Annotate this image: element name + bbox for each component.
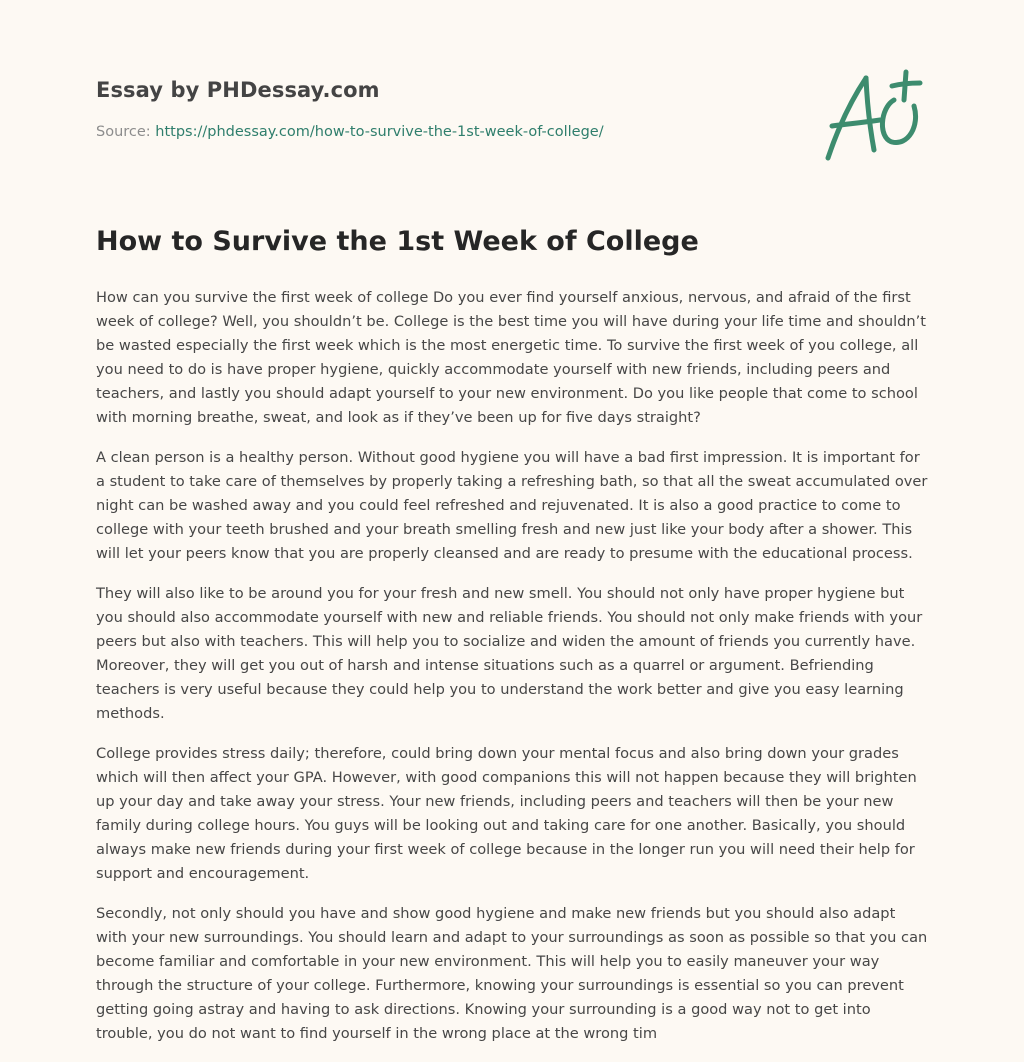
source-label: Source: [96, 124, 156, 140]
essay-paragraph: A clean person is a healthy person. Without good hygiene you will have a bad first impression. It is important for a student to take care of themselves by properly taking a refreshing bath, so that all the sweat accumulated over night can be washed away and you could feel refreshed and rejuvenated. It is also a good practice to come to college with your teeth brushed and your breath smelling fresh and new just like your body after a shower. This will let your peers know that you are properly cleansed and are ready to presume with the educational process. [96, 449, 928, 562]
source-line [96, 124, 604, 140]
essay-paragraph: They will also like to be around you for your fresh and new smell. You should not only have proper hygiene but you should also accommodate yourself with new and reliable friends. You should not only make friends with your peers but also with teachers. This will help you to socialize and widen the amount of friends you currently have. Moreover, they will get you out of harsh and intense situations such as a quarrel or argument. Befriending teachers is very useful because they could help you to understand the work better and give you easy learning methods. [96, 585, 923, 722]
source-link[interactable]: https://phdessay.com/how-to-survive-the-1st-week-of-college/ [155, 124, 604, 140]
a-plus-grade-icon [820, 66, 930, 166]
site-title: Essay by PHDessay.com [96, 78, 380, 102]
essay-paragraph: How can you survive the first week of college Do you ever find yourself anxious, nervous, and afraid of the first week of college? Well, you shouldn’t be. College is the best time you will have during your life time and shouldn’t be wasted especially the first week which is the most energetic time. To survive the first week of you college, all you need to do is have proper hygiene, quickly accommodate yourself with new friends, including peers and teachers, and lastly you should adapt yourself to your new environment. Do you like people that come to school with morning breathe, sweat, and look as if they’ve been up for five days straight? [96, 289, 926, 426]
essay-title: How to Survive the 1st Week of College [96, 226, 699, 257]
essay-body [96, 286, 930, 1062]
a-plus-strokes [828, 72, 920, 158]
essay-paragraph: Secondly, not only should you have and show good hygiene and make new friends but you should also adapt with your new surroundings. You should learn and adapt to your surroundings as soon as possible so that you can become familiar and comfortable in your new environment. This will help you to easily maneuver your way through the structure of your college. Furthermore, knowing your surroundings is essential so you can prevent getting going astray and having to ask directions. Knowing your surrounding is a good way not to get into trouble, you do not want to find yourself in the wrong place at the wrong tim [96, 905, 928, 1042]
essay-page [96, 0, 930, 1060]
essay-paragraph: College provides stress daily; therefore, could bring down your mental focus and also bring down your grades which will then affect your GPA. However, with good companions this will not happen because they will brighten up your day and take away your stress. Your new friends, including peers and teachers will then be your new family during college hours. You guys will be looking out and taking care for one another. Basically, you should always make new friends during your first week of college because in the longer run you will need their help for support and encouragement. [96, 745, 917, 882]
